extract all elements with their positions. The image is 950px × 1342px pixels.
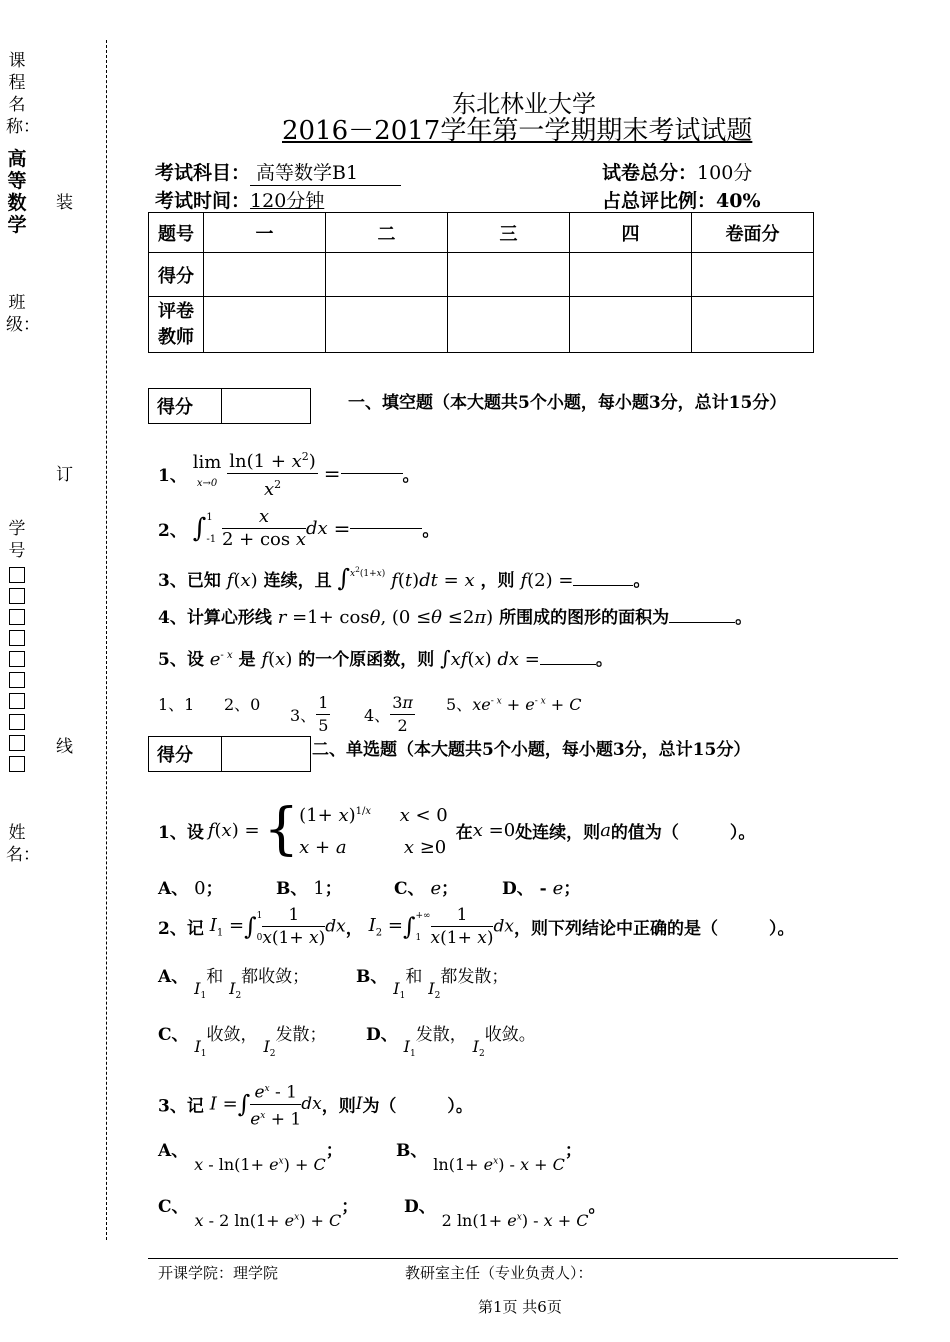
answer-3 bbox=[290, 692, 330, 737]
section2-score-box bbox=[148, 736, 311, 772]
s1-q2-prefix: 2、 bbox=[158, 521, 187, 541]
math-I: I bbox=[355, 1094, 363, 1115]
integral-sign: ∫ bbox=[192, 513, 207, 544]
s2-q1-mid2: 的值为（ ）。 bbox=[610, 822, 756, 843]
student-id-box[interactable] bbox=[9, 588, 25, 604]
ratio-label: 占总评比例： bbox=[602, 190, 717, 212]
answer-blank[interactable] bbox=[341, 473, 403, 474]
math-fx: f bbox=[226, 570, 234, 591]
s2-q2-tail: ，则下列结论中正确的是（ ）。 bbox=[513, 919, 795, 939]
binding-line bbox=[106, 40, 107, 1240]
differential: dx bbox=[301, 1094, 322, 1115]
option-value: 0 bbox=[194, 878, 206, 899]
name-label: 姓名： bbox=[6, 823, 40, 865]
math-a: a bbox=[600, 819, 611, 841]
student-id-box[interactable] bbox=[9, 567, 25, 583]
s2-question-2 bbox=[158, 904, 794, 949]
option-label: C、 bbox=[158, 1025, 189, 1045]
score-cell[interactable] bbox=[692, 253, 814, 297]
subject-row bbox=[155, 158, 401, 186]
student-id-label bbox=[6, 518, 28, 772]
equals-sign: = bbox=[323, 461, 341, 486]
option-text: 都发散； bbox=[440, 967, 509, 987]
student-id-box[interactable] bbox=[9, 735, 25, 751]
row-label-score: 得分 bbox=[149, 253, 204, 297]
ratio-row bbox=[602, 186, 760, 213]
s2-q1-option-c[interactable]: C、 e； bbox=[394, 878, 459, 899]
s1-question-5 bbox=[158, 645, 613, 670]
period: 。 bbox=[402, 466, 420, 486]
option-label: D、 bbox=[404, 1197, 436, 1217]
s2-q3-tail: ，则 bbox=[321, 1096, 356, 1117]
course-name-value: 高等数学 bbox=[7, 148, 27, 236]
math-i2: $I_2$ bbox=[428, 979, 441, 1002]
integral-bounds: 1 -1 bbox=[206, 511, 217, 545]
binding-mark-zhuang: 装 bbox=[56, 193, 73, 213]
s2-q2-text: 2、记 bbox=[158, 919, 204, 939]
score-cell[interactable] bbox=[570, 253, 692, 297]
fraction: $\frac{1}{x(1+ x)}$ bbox=[262, 905, 326, 948]
answer-4 bbox=[364, 692, 415, 737]
fraction: $\frac{3\pi}{2}$ bbox=[392, 693, 413, 735]
math-paren: (x) bbox=[268, 649, 293, 670]
answer-2: 2、0 bbox=[224, 695, 261, 714]
s2-question-1 bbox=[158, 792, 755, 868]
s2-q1-at: 在 bbox=[455, 822, 473, 843]
footer-divider bbox=[148, 1258, 898, 1259]
s1-q3-text: 3、已知 bbox=[158, 571, 221, 591]
math-f2: f bbox=[520, 570, 528, 591]
option-value: x - 2 $\ln(1+ e^x) + C$ bbox=[194, 1211, 342, 1230]
differential: dx bbox=[306, 518, 328, 539]
s1-q1-prefix: 1、 bbox=[158, 466, 187, 486]
option-label: B、 bbox=[396, 1141, 428, 1161]
integral-sign: ∫ bbox=[402, 912, 416, 941]
grader-cell[interactable] bbox=[204, 297, 326, 353]
math-i2: $I_2$ bbox=[472, 1037, 485, 1060]
option-text: 和 bbox=[405, 967, 423, 987]
s2-q2-option-b[interactable] bbox=[356, 962, 509, 1002]
option-value: $\ln(1+ e^x) - x + C$ bbox=[433, 1155, 565, 1174]
s1-q3-mid2: ，则 bbox=[480, 571, 515, 591]
math-i1: $I_1$ = bbox=[209, 914, 245, 939]
grader-cell[interactable] bbox=[692, 297, 814, 353]
answer-4-prefix: 4、 bbox=[364, 706, 391, 725]
grader-cell[interactable] bbox=[326, 297, 448, 353]
period: 。 bbox=[735, 608, 753, 628]
option-text: 收敛， bbox=[206, 1025, 258, 1045]
student-id-box[interactable] bbox=[9, 672, 25, 688]
binding-mark-ding: 订 bbox=[56, 465, 73, 485]
footer-college: 开课学院：理学院 bbox=[158, 1264, 279, 1282]
subject-label: 考试科目： bbox=[155, 162, 251, 184]
period: 。 bbox=[633, 571, 651, 591]
s2-q1-option-a[interactable]: A、 0； bbox=[158, 878, 223, 899]
period: 。 bbox=[422, 521, 440, 541]
option-value: 2 $\ln(1+ e^x) - x + C$ bbox=[441, 1211, 589, 1230]
math-exp: $e^{- x}$ bbox=[209, 649, 233, 670]
s1-q4-mid: 所围成的图形的面积为 bbox=[499, 608, 670, 628]
score-box-label: 得分 bbox=[149, 737, 222, 771]
differential: dx bbox=[493, 916, 514, 937]
table-header: 二 bbox=[326, 213, 448, 253]
student-id-box[interactable] bbox=[9, 693, 25, 709]
math-i2: $I_2$ bbox=[263, 1037, 276, 1060]
s2-q3-text: 3、记 bbox=[158, 1096, 204, 1117]
footer-director: 教研室主任（专业负责人）： bbox=[405, 1264, 593, 1282]
option-label: C、 bbox=[394, 879, 425, 899]
table-header: 一 bbox=[204, 213, 326, 253]
math-i1: $I_1$ bbox=[194, 979, 207, 1002]
table-header: 卷面分 bbox=[692, 213, 814, 253]
brace: { bbox=[263, 797, 300, 862]
section1-score-box bbox=[148, 388, 311, 424]
math-x0: x =0 bbox=[472, 819, 516, 841]
s2-q2-option-a[interactable] bbox=[158, 962, 310, 1002]
math-value: (2) = bbox=[527, 570, 574, 591]
s1-question-4 bbox=[158, 603, 752, 628]
s2-q3-option-b[interactable]: B、 $\ln(1+ e^x) - x + C$； bbox=[396, 1141, 582, 1174]
option-value: e bbox=[552, 878, 564, 899]
option-label: A、 bbox=[158, 1141, 189, 1161]
total-label: 试卷总分： bbox=[602, 162, 698, 184]
option-text: 发散； bbox=[275, 1025, 327, 1045]
answer-blank[interactable] bbox=[540, 664, 596, 665]
course-name-label: 课程名称： bbox=[6, 51, 40, 137]
time-label: 考试时间： bbox=[155, 190, 251, 212]
s2-q1-mid: 处连续，则 bbox=[515, 822, 601, 843]
limit-symbol: lim x→0 bbox=[192, 452, 222, 489]
math-integrand: xf(x) dx = bbox=[450, 649, 540, 670]
integral-bounds: 1 0 bbox=[256, 910, 263, 943]
option-value: e bbox=[430, 878, 442, 899]
answer-1: 1、1 bbox=[158, 695, 195, 714]
total-row bbox=[602, 158, 752, 185]
student-id-box[interactable] bbox=[9, 756, 25, 772]
option-text: 收敛。 bbox=[484, 1025, 536, 1045]
grader-cell[interactable] bbox=[448, 297, 570, 353]
class-label: 班级： bbox=[6, 293, 40, 335]
fraction: $\frac{1}{5}$ bbox=[318, 693, 329, 735]
s2-question-3 bbox=[158, 1078, 473, 1130]
s2-q3-option-c[interactable]: C、 x - 2 $\ln(1+ e^x) + C$； bbox=[158, 1197, 359, 1230]
integral-upper: x2(1+x) bbox=[350, 565, 386, 579]
s1-question-3 bbox=[158, 564, 650, 592]
row-label-grader-text: 评卷教师 bbox=[158, 300, 194, 348]
score-box-input[interactable] bbox=[222, 389, 310, 423]
section1-title: 一、填空题（本大题共5个小题，每小题3分，总计15分） bbox=[348, 393, 787, 413]
total-value: 100分 bbox=[697, 162, 753, 184]
option-value: $x - \ln(1+ e^x) + C$ bbox=[194, 1155, 326, 1174]
fraction: $\frac{1}{x(1+ x)}$ bbox=[430, 905, 494, 948]
table-header: 题号 bbox=[149, 213, 204, 253]
option-label: D、 bbox=[366, 1025, 398, 1045]
score-box-input[interactable] bbox=[222, 737, 310, 771]
math-paren: (t)dt = x bbox=[397, 570, 475, 591]
table-header: 三 bbox=[448, 213, 570, 253]
math-i2: $I_2$ bbox=[229, 979, 242, 1002]
s2-q1-option-b[interactable]: B、 1； bbox=[276, 878, 342, 899]
fraction: $\frac{e^x - 1}{e^x + 1}$ bbox=[250, 1078, 301, 1130]
differential: dx bbox=[325, 916, 346, 937]
answer-3-prefix: 3、 bbox=[290, 706, 317, 725]
student-id-box[interactable] bbox=[9, 609, 25, 625]
fraction: $\frac{x}{\text{2 + cos x}}$ bbox=[221, 506, 306, 550]
s2-q1-option-d[interactable]: D、 - e； bbox=[502, 878, 581, 899]
math-i2: $I_2$ = bbox=[368, 914, 403, 939]
math-curve: r =1+ cosθ, (0 ≤θ ≤2π) bbox=[277, 607, 494, 628]
integral-bounds: +∞ 1 bbox=[415, 910, 431, 943]
option-label: C、 bbox=[158, 1197, 189, 1217]
option-label: B、 bbox=[276, 879, 308, 899]
math-answer: $xe^{- x} + e^{- x} + C$ bbox=[472, 695, 582, 714]
university-name: 东北林业大学 bbox=[452, 90, 596, 118]
exam-title: 2016－2017学年第一学期期末考试试题 bbox=[282, 116, 753, 146]
score-box-label: 得分 bbox=[149, 389, 222, 423]
piecewise-cases: $(1+ x)^{1/x}$ x < 0 x + a x ≥0 bbox=[299, 805, 448, 858]
s2-q2-option-c[interactable] bbox=[158, 1020, 327, 1060]
math-I: I = bbox=[209, 1093, 238, 1115]
option-label: D、 bbox=[502, 879, 534, 899]
fraction: $\frac{\ln(1 + x^2)}{x^2}$ bbox=[227, 446, 318, 501]
score-cell[interactable] bbox=[448, 253, 570, 297]
period: 。 bbox=[595, 650, 613, 670]
section2-title: 二、单选题（本大题共5个小题，每小题3分，总计15分） bbox=[312, 740, 751, 760]
s1-q3-mid: 连续，且 bbox=[263, 571, 332, 591]
math-i1: $I_1$ bbox=[403, 1037, 416, 1060]
option-text: 发散， bbox=[415, 1025, 467, 1045]
student-id-box[interactable] bbox=[9, 630, 25, 646]
s2-q3-option-a[interactable]: A、 $x - \ln(1+ e^x) + C$； bbox=[158, 1141, 343, 1174]
page-number: 第1页 共6页 bbox=[478, 1298, 562, 1316]
student-id-label-text: 学号 bbox=[8, 519, 26, 561]
answer-blank[interactable] bbox=[350, 528, 422, 529]
math-i1: $I_1$ bbox=[194, 1037, 207, 1060]
s1-q4-text: 4、计算心形线 bbox=[158, 608, 272, 628]
math-fx: f(x) = bbox=[207, 819, 260, 841]
s2-q3-option-d[interactable]: D、 2 $\ln(1+ e^x) - x + C$。 bbox=[404, 1197, 606, 1230]
student-id-box[interactable] bbox=[9, 714, 25, 730]
integral-sign: ∫ bbox=[244, 912, 257, 941]
integral-sign: ∫ bbox=[440, 646, 451, 670]
answer-blank[interactable] bbox=[669, 622, 735, 623]
score-cell[interactable] bbox=[204, 253, 326, 297]
math-i1: $I_1$ bbox=[393, 979, 406, 1002]
binding-mark-xian: 线 bbox=[56, 737, 73, 757]
option-text: 都收敛； bbox=[241, 967, 310, 987]
option-value: 1 bbox=[313, 878, 325, 899]
time-value: 120分钟 bbox=[250, 190, 325, 212]
s1-question-1 bbox=[158, 446, 420, 501]
math-fx: f bbox=[261, 649, 269, 670]
student-id-box[interactable] bbox=[9, 651, 25, 667]
s2-q2-option-d[interactable] bbox=[366, 1020, 536, 1060]
comma: ， bbox=[345, 919, 363, 939]
integral-sign: ∫ bbox=[337, 564, 351, 592]
score-table bbox=[148, 212, 814, 353]
answer-5-prefix: 5、 bbox=[446, 695, 473, 714]
math-ft: f bbox=[391, 570, 398, 591]
subject-value: 高等数学B1 bbox=[250, 158, 401, 186]
s2-q3-tail2: 为（ ）。 bbox=[362, 1096, 473, 1117]
table-header: 四 bbox=[570, 213, 692, 253]
s1-q5-text: 5、设 bbox=[158, 650, 204, 670]
s1-q5-mid2: 的一个原函数，则 bbox=[298, 650, 435, 670]
s1-question-2 bbox=[158, 506, 439, 551]
option-label: B、 bbox=[356, 967, 388, 987]
answer-blank[interactable] bbox=[573, 585, 633, 586]
grader-cell[interactable] bbox=[570, 297, 692, 353]
ratio-value: 40% bbox=[716, 190, 761, 212]
row-label-grader bbox=[149, 297, 204, 353]
option-label: A、 bbox=[158, 879, 189, 899]
option-label: A、 bbox=[158, 967, 189, 987]
equals-sign: = bbox=[333, 516, 351, 541]
integral-sign: ∫ bbox=[237, 1090, 251, 1119]
answer-5 bbox=[446, 692, 582, 715]
time-row bbox=[155, 186, 324, 213]
option-text: 和 bbox=[206, 967, 224, 987]
s2-q1-text: 1、设 bbox=[158, 822, 204, 843]
s1-q5-mid: 是 bbox=[238, 650, 256, 670]
score-cell[interactable] bbox=[326, 253, 448, 297]
math-paren: (x) bbox=[233, 570, 258, 591]
